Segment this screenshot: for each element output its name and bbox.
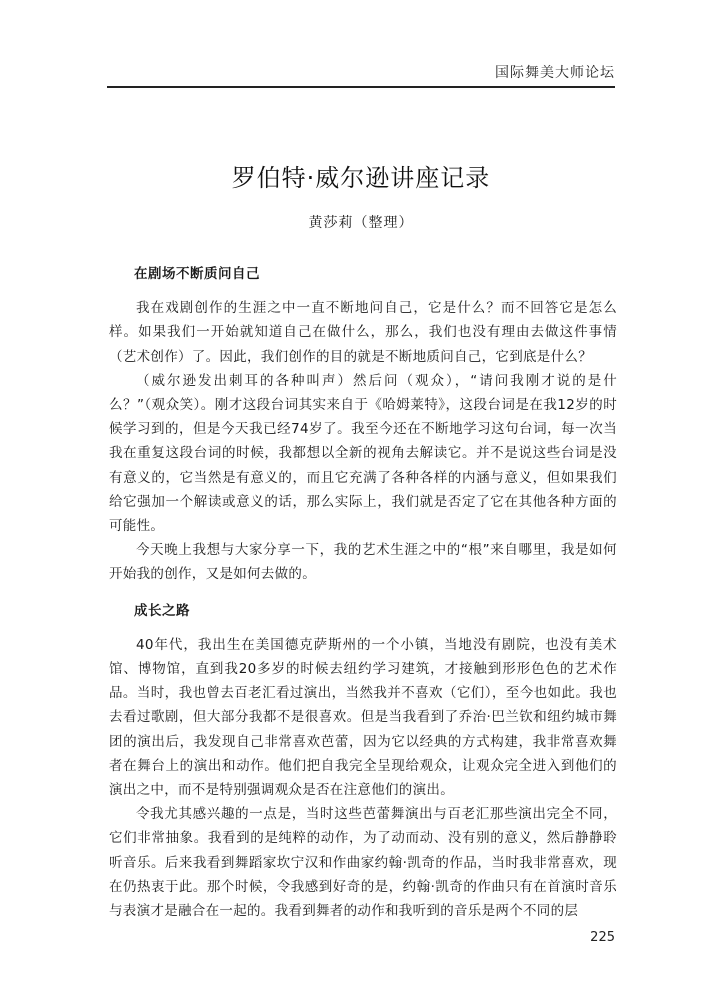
paragraph: 40年代，我出生在美国德克萨斯州的一个小镇，当地没有剧院，也没有美术馆、博物馆，直到我20多岁的时候去纽约学习建筑，才接触到形形色色的艺术作品。当时，我也曾去百老汇看过演出，当然我并不喜欢（它们），至今也如此。我也去看过歌剧，但大部分我都不是很喜欢。但是当我看到了乔治·巴兰钦和纽约城市舞团的演出后，我发现自己非常喜欢芭蕾，因为它以经典的方式构建，我非常喜欢舞者在舞台上的演出和动作。他们把自我完全呈现给观众，让观众完全进入到他们的演出之中，而不是特别强调观众是否在注意他们的演出。 <box>109 636 617 799</box>
article-body <box>109 262 617 923</box>
spacer <box>109 587 617 599</box>
article-author: 黄莎莉（整理） <box>308 215 414 231</box>
running-head: 国际舞美大师论坛 <box>495 65 615 81</box>
section-heading: 在剧场不断质问自己 <box>134 266 260 282</box>
article-title: 罗伯特·威尔逊讲座记录 <box>231 164 491 192</box>
paragraph: （威尔逊发出刺耳的各种叫声）然后问（观众），“请问我刚才说的是什么？”（观众笑）。刚才这段台词其实来自于《哈姆莱特》，这段台词是在我12岁的时候学习到的，但是今天我已经74岁了。我至今还在不断地学习这句台词，每一次当我在重复这段台词的时候，我都想以全新的视角去解读它。并不是说这些台词是没有意义的，它当然是有意义的，而且它充满了各种各样的内涵与意义，但如果我们给它强加一个解读或意义的话，那么实际上，我们就是否定了它在其他各种方面的可能性。 <box>109 372 617 535</box>
paragraph: 今天晚上我想与大家分享一下，我的艺术生涯之中的“根”来自哪里，我是如何开始我的创作，又是如何去做的。 <box>109 542 617 583</box>
header-rule <box>107 86 615 88</box>
spacer <box>109 623 617 633</box>
section-heading: 成长之路 <box>134 602 190 619</box>
paragraph: 我在戏剧创作的生涯之中一直不断地问自己，它是什么？而不回答它是怎么样。如果我们一开始就知道自己在做什么，那么，我们也没有理由去做这件事情（艺术创作）了。因此，我们创作的目的就是不断地质问自己，它到底是什么？ <box>109 300 617 365</box>
paragraph: 令我尤其感兴趣的一点是，当时这些芭蕾舞演出与百老汇那些演出完全不同，它们非常抽象。我看到的是纯粹的动作，为了动而动、没有别的意义，然后静静聆听音乐。后来我看到舞蹈家坎宁汉和作曲家约翰·凯奇的作品，当时我非常喜欢，现在仍热衷于此。那个时候，令我感到好奇的是，约翰·凯奇的作曲只有在首演时音乐与表演才是融合在一起的。我看到舞者的动作和我听到的音乐是两个不同的层 <box>109 806 617 920</box>
spacer <box>109 286 617 296</box>
page-number: 225 <box>590 930 615 945</box>
